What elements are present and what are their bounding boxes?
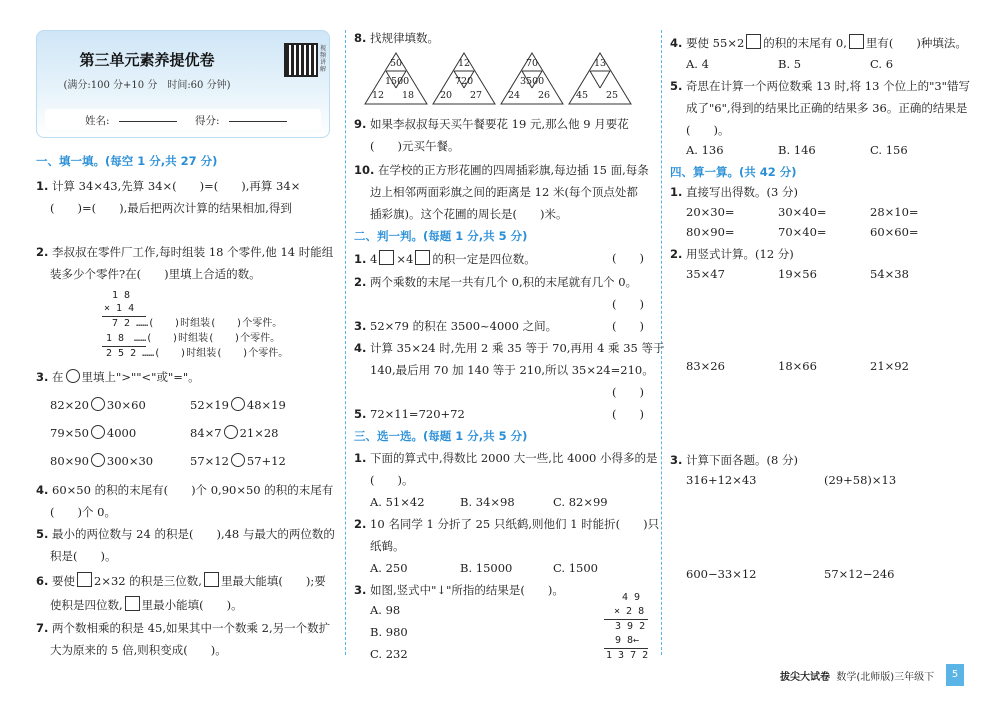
option[interactable]: B. 5 <box>778 57 802 71</box>
name-score-bar <box>45 109 321 129</box>
option[interactable]: B. 34×98 <box>460 495 515 509</box>
question-4-line2: ( )个 0。 <box>50 505 116 519</box>
triangle-left: 12 <box>372 90 385 101</box>
vertical-calc-line: × 1 4 <box>104 303 135 314</box>
option[interactable]: A. 51×42 <box>370 495 425 509</box>
answer-box[interactable] <box>746 34 761 49</box>
section-title: 二、判一判。(每题 1 分,共 5 分) <box>354 229 528 243</box>
calc-q1: 1. 直接写出得数。(3 分) <box>670 185 798 199</box>
question-6: 6. 要使 2×32 的积是三位数, 里最大能填( );要 <box>36 574 326 588</box>
question-1-line2: ( )=( ),最后把两次计算的结果相加,得到 <box>50 201 292 215</box>
answer-box[interactable] <box>204 572 219 587</box>
footer-subject: 数学(北师版)三年级下 <box>836 672 935 683</box>
compare-circle[interactable] <box>91 397 105 411</box>
choice-2: 2. 10 名同学 1 分折了 25 只纸鹤,则他们 1 时能折( )只 <box>354 517 660 531</box>
vertical-calc-item[interactable]: 54×38 <box>870 267 909 281</box>
question-9: 9. 如果李叔叔每天买午餐要花 19 元,那么他 9 月要花 <box>354 117 629 131</box>
question-2: 2. 李叔叔在零件厂工作,每时组装 18 个零件,他 14 时能组 <box>36 245 334 259</box>
page-title: 第三单元素养提优卷 <box>79 51 215 69</box>
page-number: 5 <box>946 664 964 686</box>
question-10-line3: 插彩旗)。这个花圃的周长是( )米。 <box>370 207 568 221</box>
vertical-calc-line: 9 8← <box>615 635 640 646</box>
answer-box[interactable] <box>849 34 864 49</box>
compare-row: 84×7 21×28 <box>190 426 279 440</box>
choice-2-line2: 纸鹤。 <box>370 539 405 553</box>
choice-5-line2: 成了"6",得到的结果比正确的结果多 36。正确的结果是 <box>686 101 968 115</box>
option[interactable]: B. 15000 <box>460 561 513 575</box>
judge-3: 3. 52×79 的积在 3500~4000 之间。 <box>354 319 558 333</box>
compare-row: 79×50 4000 <box>50 426 137 440</box>
triangle-right: 27 <box>470 90 483 101</box>
mixed-calc-item[interactable]: (29+58)×13 <box>824 473 897 487</box>
qr-label: 视频讲解 <box>320 45 327 73</box>
vertical-calc-line: 4 9 <box>622 592 641 603</box>
compare-row: 80×90 300×30 <box>50 454 154 468</box>
option[interactable]: C. 6 <box>870 57 894 71</box>
triangle-top: 13 <box>594 58 607 69</box>
vertical-calc-line: 3 9 2 <box>615 621 646 632</box>
compare-circle[interactable] <box>91 453 105 467</box>
question-5: 5. 最小的两位数与 24 的积是( ),48 与最大的两位数的 <box>36 527 335 541</box>
answer-box[interactable] <box>77 572 92 587</box>
option[interactable]: C. 82×99 <box>553 495 608 509</box>
option[interactable]: B. 980 <box>370 625 408 639</box>
judge-4-line2: 140,最后用 70 加 140 等于 210,所以 35×24=210。 <box>370 363 654 377</box>
oral-calc[interactable]: 30×40= <box>778 205 827 219</box>
triangle-left: 45 <box>576 90 589 101</box>
question-1: 1. 计算 34×43,先算 34×( )=( ),再算 34× <box>36 179 301 193</box>
vertical-calc-item[interactable]: 19×56 <box>778 267 817 281</box>
question-7: 7. 两个数相乘的积是 45,如果其中一个数乘 2,另一个数扩 <box>36 621 331 635</box>
vertical-calc-line: 1 3 7 2 <box>606 650 649 661</box>
compare-row: 57×12 57+12 <box>190 454 286 468</box>
option[interactable]: B. 146 <box>778 143 816 157</box>
vertical-calc-line: 2 5 2 ……( )时组装( )个零件。 <box>106 348 289 359</box>
question-9-line2: ( )元买午餐。 <box>370 139 460 153</box>
oral-calc[interactable]: 20×30= <box>686 205 735 219</box>
answer-box[interactable] <box>415 250 430 265</box>
option[interactable]: C. 156 <box>870 143 908 157</box>
choice-3: 3. 如图,竖式中"↓"所指的结果是( )。 <box>354 583 564 597</box>
qr-code-icon[interactable] <box>284 43 318 77</box>
triangle-top: 12 <box>458 58 471 69</box>
triangle-left: 24 <box>508 90 521 101</box>
triangle-mid: 3500 <box>520 76 545 87</box>
compare-circle[interactable] <box>231 397 245 411</box>
compare-circle[interactable] <box>224 425 238 439</box>
judge-1: 1. 4 ×4 的积一定是四位数。 <box>354 252 536 266</box>
choice-1: 1. 下面的算式中,得数比 2000 大一些,比 4000 小得多的是 <box>354 451 658 465</box>
compare-row: 52×19 48×19 <box>190 398 286 412</box>
judge-mark[interactable]: ( ) <box>612 319 644 333</box>
vertical-calc-item[interactable]: 18×66 <box>778 359 817 373</box>
judge-mark[interactable]: ( ) <box>612 297 644 311</box>
name-field[interactable] <box>119 111 177 122</box>
score-label: 得分: <box>195 115 220 127</box>
compare-circle[interactable] <box>66 369 80 383</box>
vertical-calc-item[interactable]: 83×26 <box>686 359 725 373</box>
triangle-right: 26 <box>538 90 551 101</box>
vertical-calc-line: × 2 8 <box>614 606 645 617</box>
oral-calc[interactable]: 70×40= <box>778 225 827 239</box>
triangle-left: 20 <box>440 90 453 101</box>
vertical-calc-item[interactable]: 35×47 <box>686 267 725 281</box>
choice-4: 4. 要使 55×2 的积的末尾有 0, 里有( )种填法。 <box>670 36 967 50</box>
exam-subtitle: (满分:100 分+10 分 时间:60 分钟) <box>63 80 231 91</box>
choice-1-line2: ( )。 <box>370 473 414 487</box>
triangle-top: 70 <box>526 58 539 69</box>
footer-brand: 拔尖大试卷 <box>780 672 830 683</box>
judge-mark[interactable]: ( ) <box>612 407 644 421</box>
option[interactable]: A. 250 <box>370 561 408 575</box>
column-divider <box>345 30 346 655</box>
triangle-right: 25 <box>606 90 619 101</box>
score-field[interactable] <box>229 111 287 122</box>
vertical-calc-item[interactable]: 21×92 <box>870 359 909 373</box>
vertical-calc-line: 1 8 ……( )时组装( )个零件。 <box>106 333 281 344</box>
mixed-calc-item[interactable]: 57×12−246 <box>824 567 895 581</box>
judge-mark[interactable]: ( ) <box>612 251 644 265</box>
question-8: 8. 找规律填数。 <box>354 31 440 45</box>
triangle-top: 50 <box>390 58 403 69</box>
question-3: 3. 在 里填上">""<"或"="。 <box>36 370 200 384</box>
option[interactable]: A. 4 <box>686 57 709 71</box>
choice-5: 5. 奇思在计算一个两位数乘 13 时,将 13 个位上的"3"错写 <box>670 79 970 93</box>
question-10-line2: 边上相邻两面彩旗之间的距离是 12 米(每个顶点处都 <box>370 185 638 199</box>
triangle-mid: 1500 <box>385 76 410 87</box>
triangle-right: 18 <box>402 90 415 101</box>
judge-2: 2. 两个乘数的末尾一共有几个 0,积的末尾就有几个 0。 <box>354 275 638 289</box>
answer-box[interactable] <box>379 250 394 265</box>
judge-5: 5. 72×11=720+72 <box>354 407 465 421</box>
mixed-calc-item[interactable]: 316+12×43 <box>686 473 757 487</box>
question-6-line2: 使积是四位数, 里最小能填( )。 <box>50 598 243 612</box>
option[interactable]: C. 1500 <box>553 561 598 575</box>
compare-row: 82×20 30×60 <box>50 398 146 412</box>
question-2-line2: 装多少个零件?在( )里填上合适的数。 <box>50 267 261 281</box>
section-title: 三、选一选。(每题 1 分,共 5 分) <box>354 429 528 443</box>
calc-q3: 3. 计算下面各题。(8 分) <box>670 453 798 467</box>
name-label: 姓名: <box>85 115 110 127</box>
calc-q2: 2. 用竖式计算。(12 分) <box>670 247 794 261</box>
judge-4: 4. 计算 35×24 时,先用 2 乘 35 等于 70,再用 4 乘 35 等于 <box>354 341 665 355</box>
oral-calc[interactable]: 60×60= <box>870 225 919 239</box>
question-10: 10. 在学校的正方形花圃的四周插彩旗,每边插 15 面,每条 <box>354 163 649 177</box>
option[interactable]: C. 232 <box>370 647 408 661</box>
triangle-mid: 720 <box>455 76 474 87</box>
question-7-line2: 大为原来的 5 倍,则积变成( )。 <box>50 643 227 657</box>
choice-5-line3: ( )。 <box>686 123 730 137</box>
compare-circle[interactable] <box>231 453 245 467</box>
section-title: 四、算一算。(共 42 分) <box>670 165 797 179</box>
footer <box>780 668 934 683</box>
question-5-line2: 积是( )。 <box>50 549 117 563</box>
oral-calc[interactable]: 80×90= <box>686 225 735 239</box>
mixed-calc-item[interactable]: 600−33×12 <box>686 567 757 581</box>
oral-calc[interactable]: 28×10= <box>870 205 919 219</box>
exam-header <box>36 30 330 138</box>
compare-circle[interactable] <box>91 425 105 439</box>
section-title: 一、填一填。(每空 1 分,共 27 分) <box>36 154 218 168</box>
answer-box[interactable] <box>125 596 140 611</box>
vertical-calc-line: 1 8 <box>112 290 131 301</box>
option[interactable]: A. 98 <box>370 603 401 617</box>
judge-mark[interactable]: ( ) <box>612 385 644 399</box>
option[interactable]: A. 136 <box>686 143 724 157</box>
question-4: 4. 60×50 的积的末尾有( )个 0,90×50 的积的末尾有 <box>36 483 334 497</box>
vertical-calc-line: 7 2 ……( )时组装( )个零件。 <box>112 318 283 329</box>
